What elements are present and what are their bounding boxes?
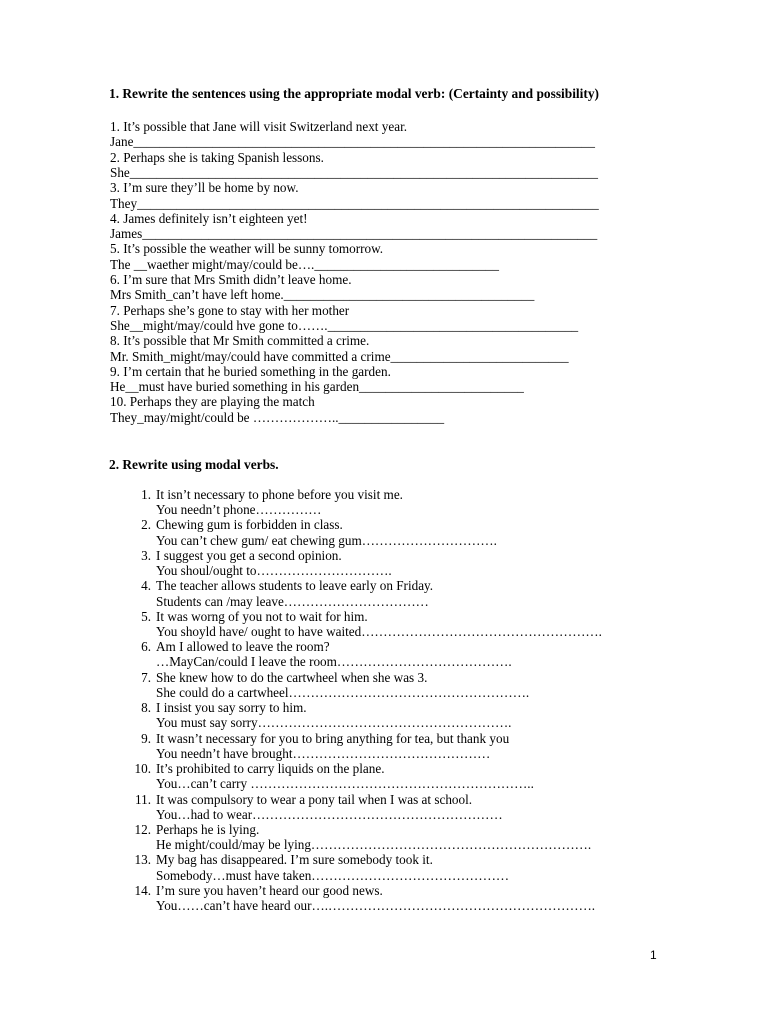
- item-answer: You needn’t have brought………………………………………: [156, 745, 491, 761]
- section-1-heading: 1. Rewrite the sentences using the appropriate modal verb: (Certainty and possibility): [109, 86, 599, 101]
- item-answer: You……can’t have heard our….…………………………………………………….: [156, 898, 596, 914]
- item-question: I’m sure you haven’t heard our good news.: [156, 882, 383, 898]
- item-question: I insist you say sorry to him.: [156, 700, 307, 716]
- prompt-sentence: 9. I’m certain that he buried something in the garden.: [110, 363, 391, 379]
- answer-line: Jane______________________________________________________________________: [110, 134, 595, 150]
- item-answer: You must say sorry………………………………………………….: [156, 715, 512, 731]
- answer-line: She__might/may/could hve gone to…….______________________________________: [110, 317, 579, 333]
- page-number: 1: [650, 948, 657, 962]
- item-answer: You…can’t carry ………………………………………………………..: [156, 776, 534, 792]
- item-number: 11.: [135, 791, 151, 807]
- item-number: 14.: [134, 882, 151, 898]
- item-answer: …MayCan/could I leave the room………………………………….: [156, 654, 512, 670]
- item-question: My bag has disappeared. I’m sure somebody took it.: [156, 852, 433, 868]
- item-question: Chewing gum is forbidden in class.: [156, 517, 343, 533]
- prompt-sentence: 1. It’s possible that Jane will visit Switzerland next year.: [110, 119, 408, 134]
- item-question: It isn’t necessary to phone before you visit me.: [156, 487, 403, 502]
- item-number: 6.: [141, 639, 151, 655]
- item-number: 5.: [141, 608, 151, 624]
- item-answer: You shoul/ought to………………………….: [156, 563, 392, 579]
- item-number: 7.: [141, 669, 151, 685]
- prompt-sentence: 10. Perhaps they are playing the match: [110, 394, 315, 410]
- item-answer: Somebody…must have taken………………………………………: [156, 867, 510, 883]
- prompt-sentence: 2. Perhaps she is taking Spanish lessons.: [110, 149, 324, 165]
- prompt-sentence: 3. I’m sure they’ll be home by now.: [110, 180, 299, 196]
- item-question: The teacher allows students to leave early on Friday.: [156, 578, 434, 594]
- item-question: It wasn’t necessary for you to bring anything for tea, but thank you: [156, 730, 510, 746]
- item-number: 4.: [141, 578, 151, 594]
- prompt-sentence: 8. It’s possible that Mr Smith committed a crime.: [110, 333, 370, 349]
- item-question: She knew how to do the cartwheel when she was 3.: [156, 669, 428, 685]
- item-number: 3.: [141, 547, 151, 563]
- item-answer: You…had to wear…………………………………………………: [156, 806, 503, 822]
- item-answer: She could do a cartwheel……………………………………………….: [156, 684, 530, 700]
- prompt-sentence: 6. I’m sure that Mrs Smith didn’t leave home.: [110, 272, 352, 287]
- prompt-sentence: 5. It’s possible the weather will be sunny tomorrow.: [110, 241, 384, 257]
- item-question: Am I allowed to leave the room?: [156, 639, 330, 655]
- item-number: 12.: [134, 821, 151, 837]
- item-question: It’s prohibited to carry liquids on the plane.: [156, 761, 385, 777]
- item-number: 8.: [141, 700, 151, 716]
- answer-line: Mrs Smith_can’t have left home.______________________________________: [110, 287, 535, 303]
- item-question: It was compulsory to wear a pony tail when I was at school.: [156, 791, 473, 807]
- answer-line: Mr. Smith_might/may/could have committed a crime___________________________: [110, 348, 569, 364]
- answer-line: They______________________________________________________________________: [110, 195, 599, 211]
- item-question: Perhaps he is lying.: [156, 821, 260, 837]
- item-answer: You can’t chew gum/ eat chewing gum………………………….: [156, 532, 497, 548]
- prompt-sentence: 7. Perhaps she’s gone to stay with her mother: [110, 302, 350, 318]
- item-number: 2.: [141, 517, 151, 533]
- item-question: It was worng of you not to wait for him.: [156, 608, 368, 624]
- item-number: 9.: [141, 730, 151, 746]
- answer-line: The __waether might/may/could be….____________________________: [110, 256, 499, 272]
- item-number: 10.: [134, 761, 151, 777]
- item-answer: You shoyld have/ ought to have waited……………………………………………….: [156, 624, 602, 639]
- item-answer: He might/could/may be lying……………………………………………………….: [156, 837, 592, 853]
- section-2-heading: 2. Rewrite using modal verbs.: [109, 457, 279, 472]
- answer-line: He__must have buried something in his garden_________________________: [110, 379, 524, 395]
- answer-line: James_____________________________________________________________________: [110, 226, 598, 242]
- answer-line: They_may/might/could be ………………..________________: [110, 409, 445, 425]
- item-answer: Students can /may leave……………………………: [156, 593, 429, 609]
- item-number: 1.: [141, 487, 151, 502]
- item-question: I suggest you get a second opinion.: [156, 547, 342, 563]
- item-answer: You needn’t phone……………: [156, 502, 322, 518]
- answer-line: She_______________________________________________________________________: [110, 164, 598, 180]
- prompt-sentence: 4. James definitely isn’t eighteen yet!: [110, 210, 308, 226]
- item-number: 13.: [134, 852, 151, 868]
